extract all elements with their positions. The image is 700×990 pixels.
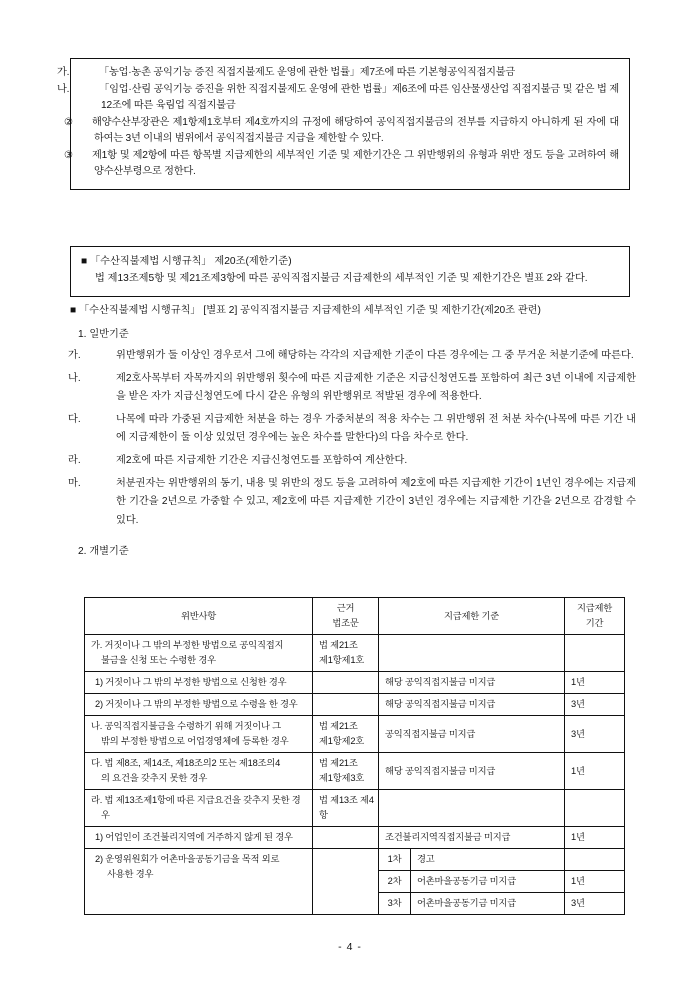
general-item-0 — [70, 347, 636, 366]
penalty-table — [84, 597, 625, 915]
cell-legal — [313, 672, 379, 694]
cell-violation — [85, 849, 313, 915]
table-row — [85, 672, 625, 694]
cell-period: 1년 — [565, 827, 625, 849]
th-violation: 위반사항 — [85, 598, 313, 635]
cell-standard: 경고 — [411, 849, 565, 871]
cell-period: 1년 — [565, 753, 625, 790]
th-period-line1: 지급제한 — [576, 603, 613, 613]
th-legal-basis — [313, 598, 379, 635]
cell-period — [565, 790, 625, 827]
item-marker: 라. — [68, 454, 81, 466]
item-text: 제2호사목부터 자목까지의 위반행위 횟수에 따른 지급제한 기준은 지급신청연도를 포함하여 최근 3년 이내에 지급제한을 받은 자가 지급신청연도에 다시 같은 유형의 위반행위로 적발된 경우에 적용한다. — [116, 372, 636, 403]
legal-line-1: 법 제21조 — [319, 721, 358, 731]
rule-body: 법 제13조제5항 및 제21조제3항에 따른 공익직접지불금 지급제한의 세부적인 기준 및 제한기간은 별표 2와 같다. — [95, 272, 588, 284]
cell-violation: 2) 거짓이나 그 밖의 부정한 방법으로 수령을 한 경우 — [85, 694, 313, 716]
item-marker: 가. — [57, 67, 70, 78]
cell-order: 2차 — [379, 871, 411, 893]
cell-standard — [379, 635, 565, 672]
legal-line-1: 법 제21조 — [319, 758, 358, 768]
cell-standard: 해당 공익직접지불금 미지급 — [379, 753, 565, 790]
legal-line-1: 법 제21조 — [319, 640, 358, 650]
item-text: 해양수산부장관은 제1항제1호부터 제4호까지의 규정에 해당하여 공익직접지불금의 전부를 지급하지 아니하게 된 자에 대하여는 3년 이내의 범위에서 공익직접지불금 지급을 제한할 수 있다. — [92, 116, 619, 144]
cell-order: 1차 — [379, 849, 411, 871]
cell-standard: 해당 공익직접지불금 미지급 — [379, 694, 565, 716]
violation-line-2: 불금을 신청 또는 수령한 경우 — [101, 655, 216, 665]
cell-period: 3년 — [565, 694, 625, 716]
table-row — [85, 827, 625, 849]
cell-violation: 라. 법 제13조제1항에 따른 지급요건을 갖추지 못한 경우 — [85, 790, 313, 827]
cell-period — [565, 635, 625, 672]
cell-legal — [313, 849, 379, 915]
violation-line-1: 2) 운영위원회가 어촌마을공동기금을 목적 외로 — [95, 854, 280, 864]
th-limit-standard: 지급제한 기준 — [379, 598, 565, 635]
item-marker: ② — [64, 116, 73, 128]
item-text: 위반행위가 둘 이상인 경우로서 그에 해당하는 각각의 지급제한 기준이 다른 경우에는 그 중 무거운 처분기준에 따른다. — [116, 350, 634, 361]
item-marker: 나. — [57, 83, 70, 95]
table-row — [85, 635, 625, 672]
item-text: 「농업·농촌 공익기능 증진 직접지불제도 운영에 관한 법률」제7조에 따른 기본형공익직접지불금 — [99, 67, 516, 78]
general-standard-label: 1. 일반기준 — [78, 329, 129, 340]
table-row — [85, 716, 625, 753]
violation-line-2: 밖의 부정한 방법으로 어업경영체에 등록한 경우 — [101, 736, 289, 746]
item-marker: ③ — [64, 149, 73, 161]
item-marker: 나. — [68, 372, 81, 384]
item-text: 처분권자는 위반행위의 동기, 내용 및 위반의 정도 등을 고려하여 제2호에 따른 지급제한 기간이 1년인 경우에는 지급제한 기간을 2년으로 가중할 수 있고, 제2호에 따른 지급제한 기간이 3년인 경우에는 지급제한 기간을 2년으로 감경할 수 있다. — [116, 477, 636, 526]
legal-line-2: 제1항제2호 — [319, 736, 365, 746]
th-period-line2: 기간 — [585, 618, 604, 628]
cell-legal — [313, 694, 379, 716]
cell-violation — [85, 635, 313, 672]
violation-line-1: 가. 거짓이나 그 밖의 부정한 방법으로 공익직접지 — [91, 640, 284, 650]
general-item-1 — [70, 370, 636, 407]
appendix-section — [70, 298, 636, 560]
cell-period: 1년 — [565, 672, 625, 694]
cell-period: 1년 — [565, 871, 625, 893]
item-marker: 다. — [68, 413, 81, 425]
cell-period — [565, 849, 625, 871]
legal-line-2: 제1항제3호 — [319, 773, 365, 783]
violation-line-2: 사용한 경우 — [107, 869, 154, 879]
cell-standard: 어촌마을공동기금 미지급 — [411, 871, 565, 893]
cell-violation — [85, 753, 313, 790]
item-text: 나목에 따라 가중된 지급제한 처분을 하는 경우 가중처분의 적용 차수는 그 위반행위 전 처분 차수(나목에 따른 기간 내에 지급제한이 둘 이상 있었던 경우에는 높은 차수를 말한다)의 다음 차수로 한다. — [116, 413, 636, 444]
table-row — [85, 790, 625, 827]
top-item-0 — [57, 65, 619, 82]
cell-standard: 공익직접지불금 미지급 — [379, 716, 565, 753]
top-item-1 — [57, 82, 619, 115]
cell-legal — [313, 635, 379, 672]
table-row — [85, 849, 625, 871]
cell-legal — [313, 716, 379, 753]
cell-order: 3차 — [379, 893, 411, 915]
general-item-4 — [70, 475, 636, 531]
item-text: 제1항 및 제2항에 따른 항목별 지급제한의 세부적인 기준 및 제한기간은 그 위반행위의 유형과 위반 정도 등을 고려하여 해양수산부령으로 정한다. — [92, 149, 619, 177]
top-item-2 — [64, 115, 619, 148]
table-row — [85, 694, 625, 716]
violation-line-1: 나. 공익직접지불금을 수령하기 위해 거짓이나 그 — [91, 721, 281, 731]
cell-legal: 법 제13조 제4항 — [313, 790, 379, 827]
penalty-table-wrap — [84, 597, 624, 915]
cell-period: 3년 — [565, 893, 625, 915]
violation-line-1: 다. 법 제8조, 제14조, 제18조의2 또는 제18조의4 — [91, 758, 281, 768]
cell-violation: 1) 어업인이 조건불리지역에 거주하지 않게 된 경우 — [85, 827, 313, 849]
th-period — [565, 598, 625, 635]
item-marker: 가. — [68, 350, 81, 361]
cell-legal — [313, 753, 379, 790]
legal-line-2: 제1항제1호 — [319, 655, 365, 665]
top-item-3 — [64, 148, 619, 181]
page-number: - 4 - — [338, 941, 362, 953]
cell-standard: 어촌마을공동기금 미지급 — [411, 893, 565, 915]
top-law-box — [57, 58, 630, 190]
individual-standard-label: 2. 개별기준 — [78, 546, 129, 558]
appendix-heading: ■ 「수산직불제법 시행규칙」 [별표 2] 공익직접지불금 지급제한의 세부적인 기준 및 제한기간(제20조 관련) — [70, 305, 541, 316]
rule-title: ■ 「수산직불제법 시행규칙」 제20조(제한기준) — [81, 256, 292, 267]
cell-violation: 1) 거짓이나 그 밖의 부정한 방법으로 신청한 경우 — [85, 672, 313, 694]
general-item-2 — [70, 411, 636, 448]
th-legal-basis-line1: 근거 — [336, 603, 355, 613]
cell-standard: 조건불리지역직접지불금 미지급 — [379, 827, 565, 849]
cell-period: 3년 — [565, 716, 625, 753]
table-row — [85, 753, 625, 790]
item-marker: 마. — [68, 477, 81, 489]
cell-legal — [313, 827, 379, 849]
item-text: 「임업·산림 공익기능 증진을 위한 직접지불제도 운영에 관한 법률」제6조에 따른 임산물생산업 직접지불금 및 같은 법 제12조에 따른 육림업 직접지불금 — [99, 83, 619, 111]
enforcement-rule-box — [70, 246, 630, 297]
general-item-3 — [70, 452, 636, 471]
violation-line-2: 의 요건을 갖추지 못한 경우 — [101, 773, 208, 783]
th-legal-basis-line2: 법조문 — [332, 618, 359, 628]
cell-standard: 해당 공익직접지불금 미지급 — [379, 672, 565, 694]
item-text: 제2호에 따른 지급제한 기간은 지급신청연도를 포함하여 계산한다. — [116, 454, 408, 466]
cell-standard — [379, 790, 565, 827]
cell-violation — [85, 716, 313, 753]
table-header-row — [85, 598, 625, 635]
